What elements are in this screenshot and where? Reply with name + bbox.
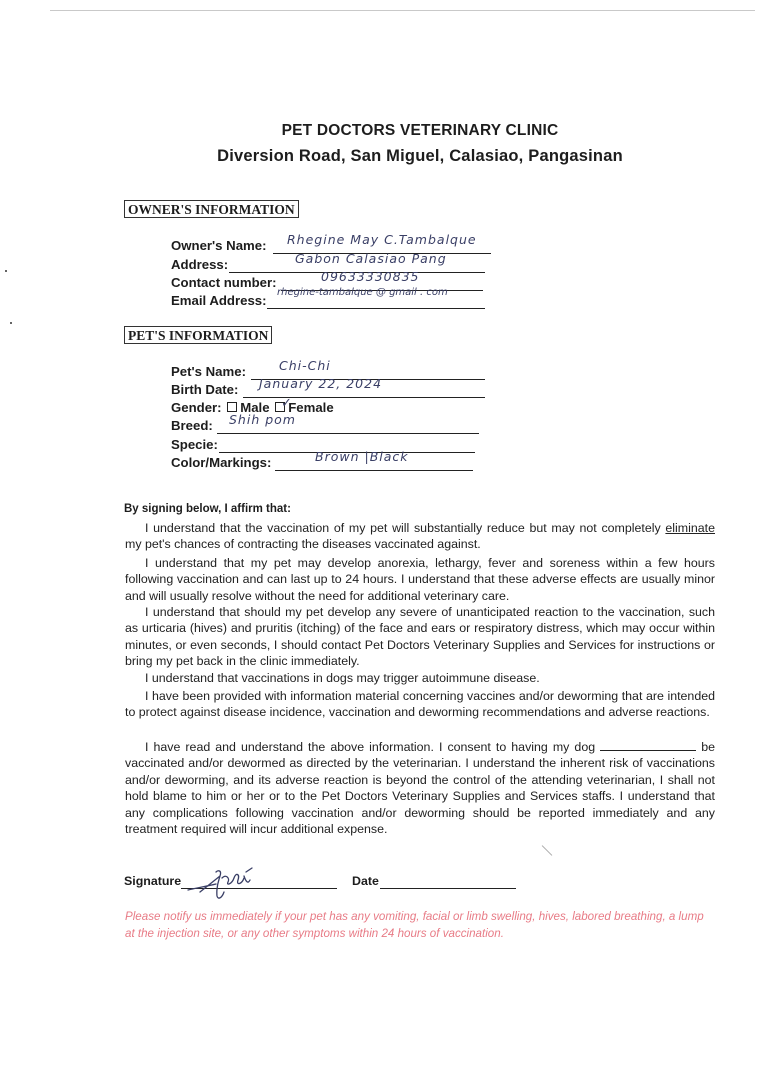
pet-name-label: Pet's Name: xyxy=(171,364,246,379)
contact-value[interactable]: 09633330835 xyxy=(321,269,420,284)
breed-label: Breed: xyxy=(171,418,213,433)
specie-label: Specie: xyxy=(171,437,218,452)
page-edge-line xyxy=(50,10,755,11)
color-label: Color/Markings: xyxy=(171,455,272,470)
affirmation-paragraph-1: I understand that the vaccination of my pet will substantially reduce but may not completely eliminate my pet's chances of contracting the diseases vaccinated against. xyxy=(125,521,715,552)
birth-date-value[interactable]: January 22, 2024 xyxy=(259,376,383,391)
handwritten-signature xyxy=(186,862,258,900)
breed-row xyxy=(171,412,479,436)
affirmation-paragraph-5: I have been provided with information material concerning vaccines and/or deworming that are intended to protect against disease incidence, vaccination and deworming recommendations and adverse reactions. xyxy=(125,689,715,720)
gender-label: Gender: xyxy=(171,400,222,415)
affirmation-paragraph-6: I have read and understand the above information. I consent to having my dog be vaccinated and/or dewormed as directed by the veterinarian. I understand the inherent risk of vaccinations and/or deworming, and its adverse reaction is beyond the control of the attending veterinarian, I shall not hold blame to him or her or to the Pet Doctors Veterinary Supplies and Services staffs. I understand that any complications following vaccination and/or deworming should be reported immediately and any treatment required will incur additional expense. xyxy=(125,740,715,837)
scan-speck xyxy=(10,322,12,324)
notify-note: Please notify us immediately if your pet has any vomiting, facial or limb swelling, hives, labored breathing, a lump at the injection site, or any other symptoms within 24 hours of vaccination. xyxy=(125,910,704,940)
email-label: Email Address: xyxy=(171,293,267,308)
affirmation-paragraph-2: I understand that my pet may develop anorexia, lethargy, fever and soreness within a few hours following vaccination and can last up to 24 hours. I understand that these adverse effects are usually minor and will usually resolve without the need for additional veterinary care. xyxy=(125,556,715,603)
color-row xyxy=(171,449,473,473)
male-label: Male xyxy=(240,400,270,415)
email-row xyxy=(171,287,485,311)
clinic-name: PET DOCTORS VETERINARY CLINIC xyxy=(281,122,559,139)
birth-date-label: Birth Date: xyxy=(171,382,239,397)
signature-label: Signature xyxy=(124,874,182,888)
affirmation-paragraph-4: I understand that vaccinations in dogs may trigger autoimmune disease. xyxy=(145,671,540,685)
contact-label: Contact number: xyxy=(171,275,277,290)
email-value[interactable]: rhegine-tambalque @ gmail . com xyxy=(277,287,448,298)
underlined-word: eliminate xyxy=(665,521,715,535)
breed-value[interactable]: Shih pom xyxy=(229,412,296,427)
female-label: Female xyxy=(288,400,334,415)
pet-name-value[interactable]: Chi-Chi xyxy=(279,358,331,373)
clinic-address: Diversion Road, San Miguel, Calasiao, Pangasinan xyxy=(217,147,623,165)
date-line[interactable] xyxy=(380,888,516,889)
affirmation-paragraph-3: I understand that should my pet develop any severe of unanticipated reaction to the vaccination, such as urticaria (hives) and pruritis (itching) of the face and ears or respiratory distress, which may occur within minutes, or even seconds, I should contact Pet Doctors Veterinary Supplies and Services for instructions or bring my pet back in the clinic immediately. xyxy=(125,605,715,669)
scan-speck xyxy=(5,270,7,272)
affirmation-heading: By signing below, I affirm that: xyxy=(124,503,291,515)
color-value[interactable]: Brown |Black xyxy=(315,449,409,464)
stray-pencil-mark xyxy=(542,845,553,856)
address-label: Address: xyxy=(171,257,229,272)
date-label: Date xyxy=(352,874,379,888)
pet-section-heading: PET'S INFORMATION xyxy=(124,326,272,344)
dog-name-blank[interactable] xyxy=(600,739,696,751)
male-checkbox[interactable] xyxy=(227,402,237,412)
birth-date-row xyxy=(171,376,485,400)
address-value[interactable]: Gabon Calasiao Pang xyxy=(295,251,447,266)
checkmark-icon: ✓ xyxy=(281,395,292,410)
owner-section-heading: OWNER'S INFORMATION xyxy=(124,200,299,218)
owner-name-value[interactable]: Rhegine May C.Tambalque xyxy=(287,232,477,247)
owner-name-label: Owner's Name: xyxy=(171,238,267,253)
